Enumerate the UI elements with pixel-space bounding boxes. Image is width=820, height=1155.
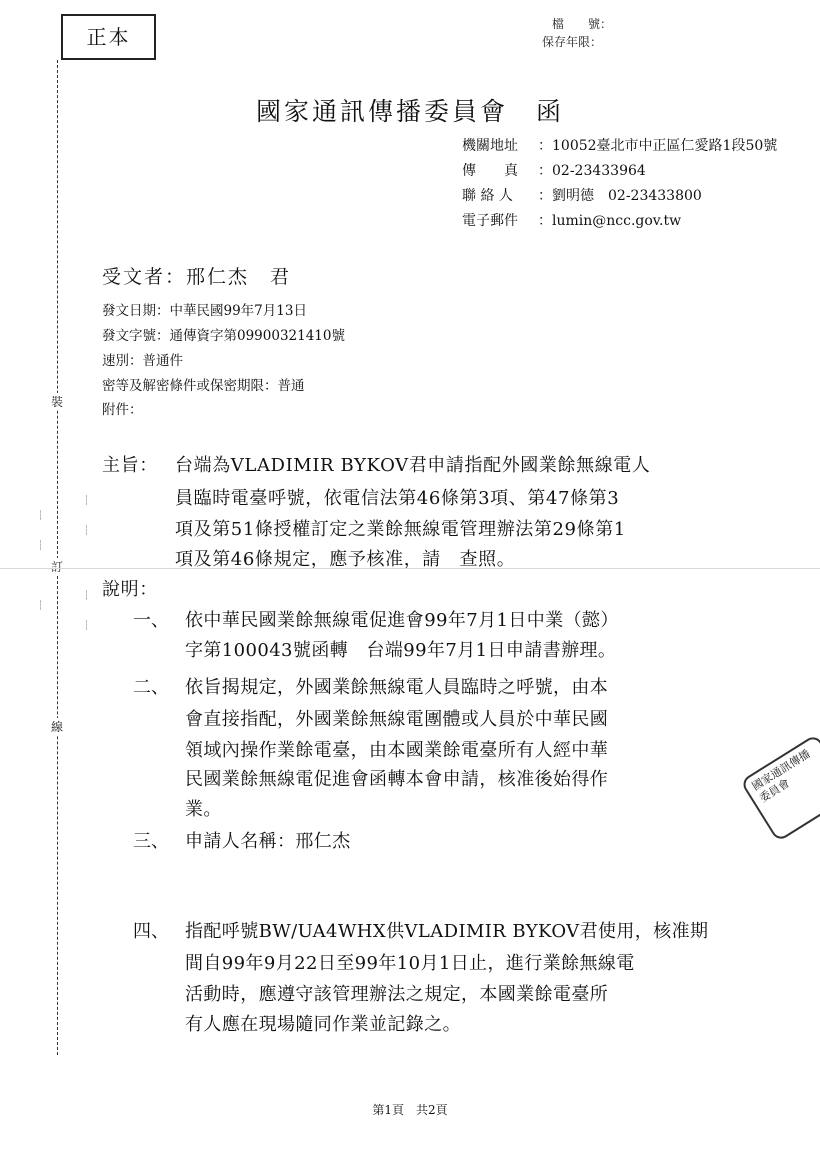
subject-line: 項及第51條授權訂定之業餘無線電管理辦法第29條第1 xyxy=(175,519,626,540)
faint-mark xyxy=(40,540,41,550)
retention-period-label: 保存年限： xyxy=(542,35,603,49)
subject-line: 台端為VLADIMIR BYKOV君申請指配外國業餘無線電人 xyxy=(175,455,651,476)
urgency: 速別：普通件 xyxy=(102,353,183,369)
item-line: 民國業餘無線電促進會函轉本會申請，核准後始得作 xyxy=(185,769,609,790)
item-number: 四、 xyxy=(133,921,169,942)
faint-mark xyxy=(86,620,87,630)
item-number: 一、 xyxy=(133,610,169,631)
item-line: 指配呼號BW/UA4WHX供VLADIMIR BYKOV君使用，核准期 xyxy=(185,921,709,942)
contact-address: 機關地址 ：10052臺北市中正區仁愛路1段50號 xyxy=(462,138,778,154)
confidentiality: 密等及解密條件或保密期限：普通 xyxy=(102,378,305,394)
contact-value: 劉明德 02-23433800 xyxy=(552,188,702,204)
contact-label: 電子郵件 xyxy=(462,213,518,229)
item-line: 依旨揭規定，外國業餘無線電人員臨時之呼號，由本 xyxy=(185,677,609,698)
item-line: 會直接指配，外國業餘無線電團體或人員於中華民國 xyxy=(185,709,609,730)
item-line: 依中華民國業餘無線電促進會99年7月1日中業（懿） xyxy=(185,610,619,631)
item-line: 有人應在現場隨同作業並記錄之。 xyxy=(185,1014,461,1035)
subject-label: 主旨： xyxy=(102,455,158,476)
item-line: 申請人名稱：邢仁杰 xyxy=(185,831,351,852)
item-number: 三、 xyxy=(133,831,169,852)
file-number-label: 檔 號： xyxy=(552,17,613,31)
subject-line: 員臨時電臺呼號，依電信法第46條第3項、第47條第3 xyxy=(175,488,620,509)
contact-value: 10052臺北市中正區仁愛路1段50號 xyxy=(552,138,778,154)
issue-date: 發文日期：中華民國99年7月13日 xyxy=(102,303,307,319)
page-footer: 第1頁 共2頁 xyxy=(372,1103,448,1117)
faint-mark xyxy=(40,600,41,610)
recipient: 受文者：邢仁杰 君 xyxy=(102,266,292,288)
subject-line: 項及第46條規定，應予核准，請 查照。 xyxy=(175,549,516,570)
contact-person: 聯 絡 人 ：劉明德 02-23433800 xyxy=(462,188,702,204)
contact-label: 聯 絡 人 xyxy=(462,188,513,204)
item-line: 業。 xyxy=(185,799,222,820)
original-copy-label: 正本 xyxy=(61,14,156,60)
letter-title: 國家通訊傳播委員會 函 xyxy=(255,97,564,126)
contact-value: lumin@ncc.gov.tw xyxy=(552,213,682,229)
item-line: 字第100043號函轉 台端99年7月1日申請書辦理。 xyxy=(185,640,617,661)
attachments: 附件： xyxy=(102,402,143,418)
faint-mark xyxy=(86,590,87,600)
official-seal: 國家通訊傳播委員會 xyxy=(740,734,820,843)
faint-mark xyxy=(40,510,41,520)
contact-email: 電子郵件 ：lumin@ncc.gov.tw xyxy=(462,213,682,229)
item-line: 間自99年9月22日至99年10月1日止，進行業餘無線電 xyxy=(185,953,635,974)
contact-label: 傳 真 xyxy=(462,163,518,179)
fold-line xyxy=(0,568,820,569)
binding-mark: 裝 xyxy=(51,395,64,409)
binding-mark: 線 xyxy=(51,720,64,734)
contact-fax: 傳 真 ：02-23433964 xyxy=(462,163,646,179)
binding-mark: 訂 xyxy=(51,560,64,574)
faint-mark xyxy=(86,495,87,505)
contact-label: 機關地址 xyxy=(462,138,518,154)
item-number: 二、 xyxy=(133,677,169,698)
faint-mark xyxy=(86,525,87,535)
item-line: 活動時，應遵守該管理辦法之規定，本國業餘電臺所 xyxy=(185,984,609,1005)
item-line: 領域內操作業餘電臺，由本國業餘電臺所有人經中華 xyxy=(185,740,609,761)
explanation-label: 說明： xyxy=(102,579,158,600)
document-number: 發文字號：通傳資字第09900321410號 xyxy=(102,328,345,344)
contact-value: 02-23433964 xyxy=(552,163,646,179)
